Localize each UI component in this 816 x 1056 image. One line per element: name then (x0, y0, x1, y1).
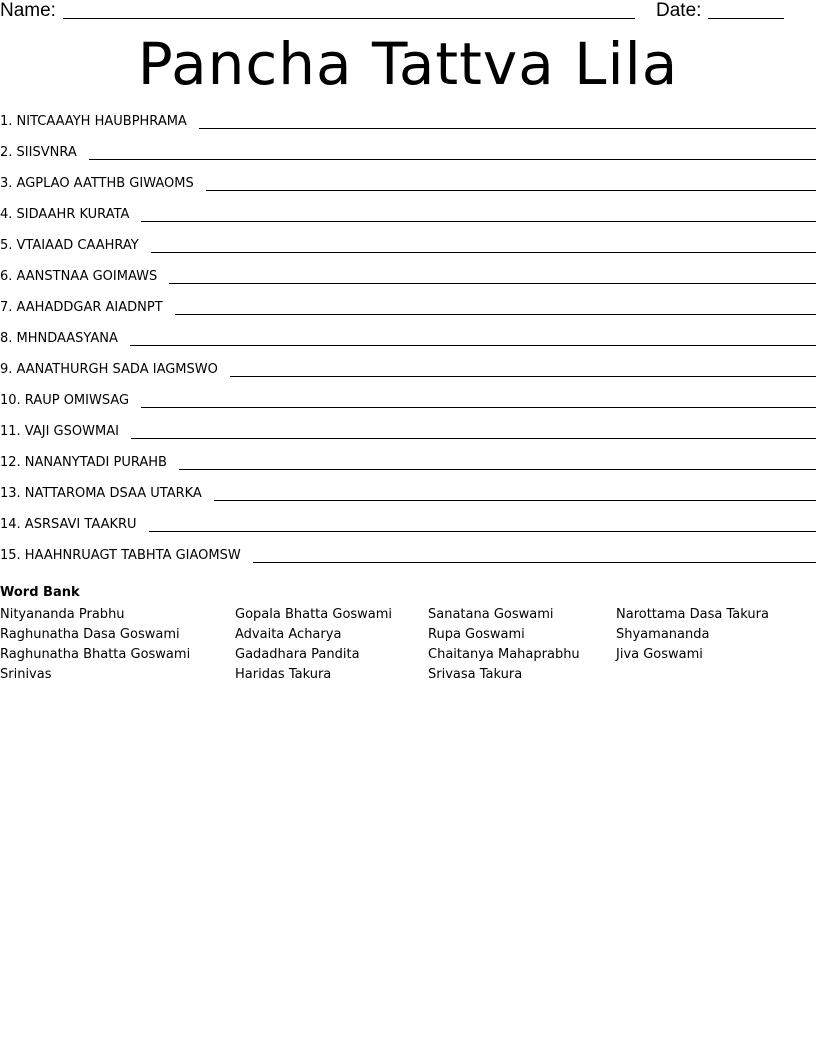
question-item (0, 144, 816, 175)
question-item (0, 206, 816, 237)
word-bank (0, 605, 816, 685)
question-text: 3. AGPLAO AATTHB GIWAOMS (0, 176, 194, 191)
question-item (0, 361, 816, 392)
answer-line (169, 268, 816, 284)
question-item (0, 423, 816, 454)
question-text: 2. SIISVNRA (0, 145, 77, 160)
name-blank (63, 18, 635, 19)
word-bank-item: Srinivas (0, 667, 52, 682)
answer-line (179, 454, 816, 470)
answer-line (141, 206, 816, 222)
question-text: 12. NANANYTADI PURAHB (0, 455, 167, 470)
word-bank-item: Rupa Goswami (428, 627, 525, 642)
question-text: 7. AAHADDGAR AIADNPT (0, 300, 163, 315)
answer-line (141, 392, 816, 408)
answer-line (89, 144, 816, 160)
question-text: 5. VTAIAAD CAAHRAY (0, 238, 139, 253)
word-bank-title: Word Bank (0, 585, 80, 600)
answer-line (151, 237, 816, 253)
question-text: 13. NATTAROMA DSAA UTARKA (0, 486, 202, 501)
question-item (0, 330, 816, 361)
word-bank-item: Chaitanya Mahaprabhu (428, 647, 580, 662)
word-bank-item: Gadadhara Pandita (235, 647, 360, 662)
answer-line (253, 547, 816, 563)
question-text: 6. AANSTNAA GOIMAWS (0, 269, 158, 284)
answer-line (230, 361, 816, 377)
question-item (0, 237, 816, 268)
question-item (0, 113, 816, 144)
word-bank-item: Raghunatha Bhatta Goswami (0, 647, 191, 662)
name-label: Name: (0, 0, 56, 21)
question-item (0, 268, 816, 299)
question-text: 11. VAJI GSOWMAI (0, 424, 119, 439)
question-item (0, 516, 816, 547)
answer-line (175, 299, 816, 315)
word-bank-item: Gopala Bhatta Goswami (235, 607, 393, 622)
question-text: 1. NITCAAAYH HAUBPHRAMA (0, 114, 187, 129)
question-list (0, 113, 816, 578)
word-bank-item: Nityananda Prabhu (0, 607, 125, 622)
word-bank-item: Jiva Goswami (616, 647, 703, 662)
question-text: 8. MHNDAASYANA (0, 331, 118, 346)
word-bank-item: Srivasa Takura (428, 667, 523, 682)
question-item (0, 175, 816, 206)
word-bank-item: Raghunatha Dasa Goswami (0, 627, 180, 642)
date-blank (708, 18, 784, 19)
answer-line (130, 330, 816, 346)
question-text: 10. RAUP OMIWSAG (0, 393, 130, 408)
answer-line (206, 175, 816, 191)
word-bank-item: Shyamananda (616, 627, 710, 642)
answer-line (131, 423, 816, 439)
question-text: 9. AANATHURGH SADA IAGMSWO (0, 362, 218, 377)
question-text: 15. HAAHNRUAGT TABHTA GIAOMSW (0, 548, 241, 563)
page-title: Pancha Tattva Lila (137, 30, 679, 98)
question-text: 4. SIDAAHR KURATA (0, 207, 130, 222)
question-item (0, 392, 816, 423)
answer-line (214, 485, 816, 501)
answer-line (149, 516, 816, 532)
question-item (0, 485, 816, 516)
word-bank-item: Sanatana Goswami (428, 607, 554, 622)
word-bank-item: Advaita Acharya (235, 627, 342, 642)
question-text: 14. ASRSAVI TAAKRU (0, 517, 137, 532)
word-bank-item: Narottama Dasa Takura (616, 607, 769, 622)
header (0, 0, 816, 24)
answer-line (199, 113, 816, 129)
date-label: Date: (656, 0, 702, 21)
question-item (0, 547, 816, 578)
question-item (0, 299, 816, 330)
question-item (0, 454, 816, 485)
word-bank-item: Haridas Takura (235, 667, 332, 682)
